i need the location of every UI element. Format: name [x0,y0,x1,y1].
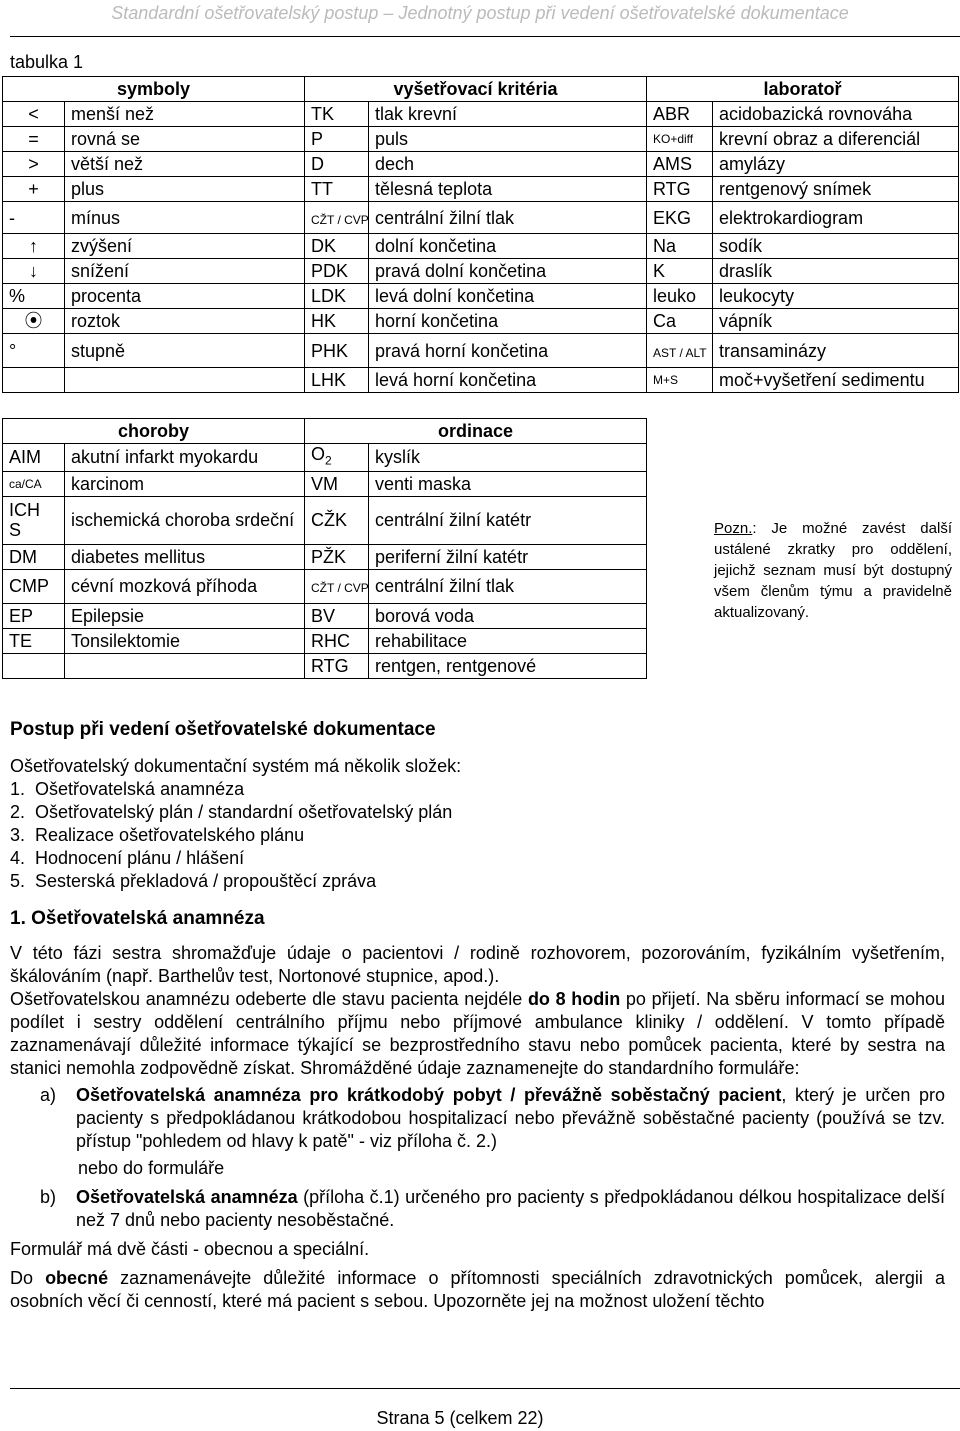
emphasis: Ošetřovatelská anamnéza [76,1187,298,1207]
list-item: 1. Ošetřovatelská anamnéza [10,779,245,799]
cell: + [3,177,65,202]
page-footer: Strana 5 (celkem 22) [376,1408,544,1428]
header-diseases: choroby [3,419,305,444]
cell: venti maska [369,471,647,496]
note-text: : Je možné zavést další ustálené zkratky pro oddělení, jejichž seznam musí být dostupný všem členům týmu a pravidelně aktualizovaný. [714,520,952,621]
section-intro: Ošetřovatelský dokumentační systém má několik složek: [10,756,462,776]
cell: HK [305,309,369,334]
cell: EKG [647,202,713,234]
cell: tělesná teplota [369,177,647,202]
cell: dech [369,152,647,177]
cell: periferní žilní katétr [369,544,647,569]
cell: plus [65,177,305,202]
cell: roztok [65,309,305,334]
cell [3,496,65,544]
cell: D [305,152,369,177]
table-row [3,152,959,177]
cell: pravá dolní končetina [369,259,647,284]
emphasis: do 8 hodin [527,989,621,1009]
cell: menší než [65,102,305,127]
cell: puls [369,127,647,152]
solution-icon: ⦿ [3,309,65,334]
list-item: 2. Ošetřovatelský plán / standardní ošetřovatelský plán [10,802,453,822]
table-row [3,259,959,284]
cell: KO+diff [647,127,713,152]
list-item: 5. Sesterská překladová / propouštěcí zpráva [10,871,377,891]
cell: horní končetina [369,309,647,334]
list-text [76,1186,945,1232]
cell: moč+vyšetření sedimentu [713,368,959,393]
table-row [3,202,959,234]
cell: TK [305,102,369,127]
cell: AIM [3,444,65,472]
table-header-row [3,77,959,102]
table-row [3,569,647,603]
arrow-down-icon: ↓ [3,259,65,284]
cell: DK [305,234,369,259]
cell: LHK [305,368,369,393]
cell [3,368,65,393]
table-row [3,444,647,472]
table-row [3,177,959,202]
list-marker: b) [40,1187,57,1207]
text: Do [10,1268,46,1288]
cell: < [3,102,65,127]
arrow-up-icon: ↑ [3,234,65,259]
cell: K [647,259,713,284]
cell: > [3,152,65,177]
text: po přijetí. Na sběru informací se mohou podílet i sestry oddělení centrálního příjmu nebo příjmové ambulance kliniky / oddělení. V tomto případě zaznamenávají důležité informace týkající se bezprostředního stavu nebo pomůcek pacienta, které by sestra na stanici nemohla zodpovědně získat. Shromážděné údaje zaznamenejte do standardního formuláře: [10,989,946,1078]
cell: centrální žilní katétr [369,496,647,544]
emphasis: Ošetřovatelská anamnéza pro krátkodobý pobyt / převážně soběstačný pacient [76,1085,782,1105]
cell: diabetes mellitus [65,544,305,569]
cell [305,569,369,603]
list-item-a [10,1084,945,1153]
cell: krevní obraz a diferenciál [713,127,959,152]
table-row [3,544,647,569]
table-row [3,309,959,334]
paragraph: nebo do formuláře [78,1158,225,1178]
table-row [3,284,959,309]
cell: % [3,284,65,309]
cell: snížení [65,259,305,284]
cell: P [305,127,369,152]
list-item-b [10,1186,945,1232]
section-title: Postup při vedení ošetřovatelské dokumentace [10,719,436,740]
cell: RTG [305,653,369,678]
header-symbols: symboly [3,77,305,102]
cell-text: AST / ALT [653,345,707,360]
cell [65,368,305,393]
cell: cévní mozková příhoda [65,569,305,603]
cell-text: O [311,444,326,464]
cell: amylázy [713,152,959,177]
header-divider [10,36,960,37]
cell: centrální žilní tlak [369,569,647,603]
cell: vápník [713,309,959,334]
cell: TT [305,177,369,202]
cell: PHK [305,334,369,368]
cell [65,653,305,678]
table-row [3,628,647,653]
note-box [714,518,952,623]
cell: - [3,202,65,234]
paragraph [10,1267,945,1313]
cell: rentgenový snímek [713,177,959,202]
cell: transaminázy [713,334,959,368]
list-text [76,1084,945,1153]
cell: ca/CA [3,471,65,496]
text: zaznamenávejte důležité informace o přítomnosti speciálních zdravotnických pomůcek, alergii a osobních věcí či cenností, které má pacient s sebou. Upozorněte jej na možnost uložení těchto [10,1268,945,1311]
header-criteria: vyšetřovací kritéria [305,77,647,102]
text: (příloha č.1) určeného pro pacienty s předpokládanou délkou hospitalizace delší než 7 dnů nebo pacienty nesoběstačné. [76,1187,945,1230]
cell: VM [305,471,369,496]
paragraph: Formulář má dvě části - obecnou a speciální. [10,1239,370,1259]
cell: Epilepsie [65,603,305,628]
cell: borová voda [369,603,647,628]
cell: Tonsilektomie [65,628,305,653]
paragraph: V této fázi sestra shromažďuje údaje o pacientovi / rodině rozhovorem, pozorováním, fyzikálním vyšetřením, škálováním (např. Barthelův test, Nortonové stupnice, apod.). [10,943,945,986]
cell: rovná se [65,127,305,152]
cell: RTG [647,177,713,202]
cell: mínus [65,202,305,234]
cell: kyslík [369,444,647,472]
cell: leuko [647,284,713,309]
cell [305,444,369,472]
cell: zvýšení [65,234,305,259]
list-marker: a) [40,1085,57,1105]
cell: ABR [647,102,713,127]
cell: BV [305,603,369,628]
diseases-orders-table [2,418,647,679]
cell: tlak krevní [369,102,647,127]
cell: TE [3,628,65,653]
cell: LDK [305,284,369,309]
cell [3,653,65,678]
cell: CŽK [305,496,369,544]
cell: leukocyty [713,284,959,309]
cell: acidobazická rovnováha [713,102,959,127]
cell: pravá horní končetina [369,334,647,368]
cell: levá horní končetina [369,368,647,393]
cell: EP [3,603,65,628]
cell: draslík [713,259,959,284]
degree-icon: ° [3,334,65,368]
list-item: 3. Realizace ošetřovatelského plánu [10,825,305,845]
cell: větší než [65,152,305,177]
table-row [3,368,959,393]
cell: PDK [305,259,369,284]
table-row [3,603,647,628]
table-row [3,334,959,368]
cell-text: CŽT / CVP [311,212,369,227]
table-row [3,471,647,496]
text: Ošetřovatelskou anamnézu odeberte dle stavu pacienta nejdéle [10,989,528,1009]
cell: Na [647,234,713,259]
emphasis: obecné [45,1268,109,1288]
table-row [3,234,959,259]
subscript: 2 [325,453,332,468]
note-label: Pozn. [714,520,753,537]
cell [647,334,713,368]
cell: rehabilitace [369,628,647,653]
subsection-title: 1. Ošetřovatelská anamnéza [10,908,265,929]
cell: stupně [65,334,305,368]
cell: DM [3,544,65,569]
cell: RHC [305,628,369,653]
cell: rentgen, rentgenové [369,653,647,678]
cell: M+S [647,368,713,393]
main-content [10,718,945,1313]
cell: akutní infarkt myokardu [65,444,305,472]
abbreviations-table [2,76,959,393]
header-lab: laboratoř [647,77,959,102]
cell [305,202,369,234]
text: , který je určen pro pacienty s předpokládanou krátkodobou hospitalizací nebo převážně soběstačné pacienty (používá se tzv. přístup "pohledem od hlavy k patě" - viz příloha č. 2.) [76,1085,946,1151]
cell: centrální žilní tlak [369,202,647,234]
table-caption: tabulka 1 [10,52,84,72]
table-header-row [3,419,647,444]
cell: levá dolní končetina [369,284,647,309]
cell: Ca [647,309,713,334]
paragraph [10,988,945,1080]
table-row [3,496,647,544]
cell: sodík [713,234,959,259]
footer-divider [10,1388,960,1389]
table-row [3,102,959,127]
header-orders: ordinace [305,419,647,444]
cell: procenta [65,284,305,309]
cell-text: CŽT / CVP [311,581,369,596]
cell: CMP [3,569,65,603]
cell: dolní končetina [369,234,647,259]
page-header: Standardní ošetřovatelský postup – Jednotný postup při vedení ošetřovatelské dokumentace [111,3,849,23]
table-row [3,127,959,152]
cell-text: ICH S [9,500,40,541]
cell: elektrokardiogram [713,202,959,234]
list-item: 4. Hodnocení plánu / hlášení [10,848,245,868]
cell: ischemická choroba srdeční [65,496,305,544]
cell: karcinom [65,471,305,496]
table-row [3,653,647,678]
cell: AMS [647,152,713,177]
cell: = [3,127,65,152]
cell: PŽK [305,544,369,569]
